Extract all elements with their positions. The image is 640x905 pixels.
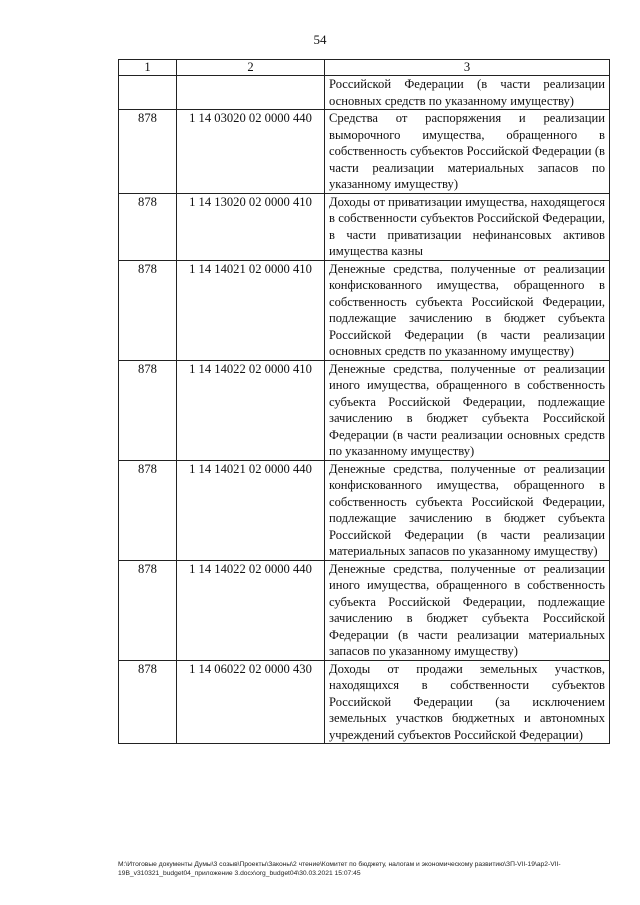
budget-code-cell: 1 14 13020 02 0000 410 [177, 193, 325, 260]
description-cell: Денежные средства, полученные от реализации иного имущества, обращенного в собственность субъекта Российской Федерации, подлежащие зачислению в бюджет субъекта Российской Федерации (в части реализации основных средств по указанному имуществу) [325, 360, 610, 460]
admin-code-cell: 878 [119, 660, 177, 744]
budget-code-cell: 1 14 14022 02 0000 410 [177, 360, 325, 460]
budget-code-cell: 1 14 14021 02 0000 410 [177, 260, 325, 360]
table-header-row [119, 60, 610, 76]
table-row [119, 660, 610, 744]
admin-code-cell: 878 [119, 193, 177, 260]
footer-line-2: 19В_v310321_budget04_приложение 3.docx\org_budget04\30.03.2021 15:07:45 [118, 870, 361, 877]
admin-code-cell: 878 [119, 360, 177, 460]
budget-code-cell: 1 14 14021 02 0000 440 [177, 460, 325, 560]
page-number: 54 [313, 32, 327, 47]
table-row [119, 460, 610, 560]
description-cell: Доходы от продажи земельных участков, находящихся в собственности субъектов Российской Федерации (за исключением земельных участков бюджетных и автономных учреждений субъектов Российской Федерации) [325, 660, 610, 744]
footer-line-1: M:\Итоговые документы Думы\3 созыв\Проекты\Законы\2 чтение\Комитет по бюджету, налогам и экономическому развитию\ЗП-VII-19\ар2-VII- [118, 861, 561, 868]
budget-code-cell: 1 14 14022 02 0000 440 [177, 560, 325, 660]
budget-code-cell [177, 76, 325, 110]
admin-code-cell: 878 [119, 460, 177, 560]
description-cell: Денежные средства, полученные от реализации иного имущества, обращенного в собственность субъекта Российской Федерации, подлежащие зачислению в бюджет субъекта Российской Федерации (в части реализации материальных запасов по указанному имуществу) [325, 560, 610, 660]
description-cell: Российской Федерации (в части реализации основных средств по указанному имуществу) [325, 76, 610, 110]
table-row [119, 193, 610, 260]
description-cell: Денежные средства, полученные от реализации конфискованного имущества, обращенного в собственность субъекта Российской Федерации, подлежащие зачислению в бюджет субъекта Российской Федерации (в части реализации основных средств по указанному имуществу) [325, 260, 610, 360]
table-row [119, 76, 610, 110]
budget-code-cell: 1 14 03020 02 0000 440 [177, 110, 325, 194]
description-cell: Денежные средства, полученные от реализации конфискованного имущества, обращенного в собственность субъекта Российской Федерации, подлежащие зачислению в бюджет субъекта Российской Федерации (в части реализации материальных запасов по указанному имуществу) [325, 460, 610, 560]
budget-code-cell: 1 14 06022 02 0000 430 [177, 660, 325, 744]
table-row [119, 360, 610, 460]
table-row [119, 260, 610, 360]
revenue-codes-table [118, 59, 610, 744]
header-col-2: 2 [177, 60, 325, 76]
admin-code-cell: 878 [119, 260, 177, 360]
admin-code-cell: 878 [119, 560, 177, 660]
file-path-footer [118, 860, 618, 878]
description-cell: Средства от распоряжения и реализации выморочного имущества, обращенного в собственность субъектов Российской Федерации (в части реализации материальных запасов по указанному имуществу) [325, 110, 610, 194]
table-row [119, 110, 610, 194]
header-col-3: 3 [325, 60, 610, 76]
admin-code-cell: 878 [119, 110, 177, 194]
header-col-1: 1 [119, 60, 177, 76]
admin-code-cell [119, 76, 177, 110]
description-cell: Доходы от приватизации имущества, находящегося в собственности субъектов Российской Федерации, в части приватизации нефинансовых активов имущества казны [325, 193, 610, 260]
table-row [119, 560, 610, 660]
